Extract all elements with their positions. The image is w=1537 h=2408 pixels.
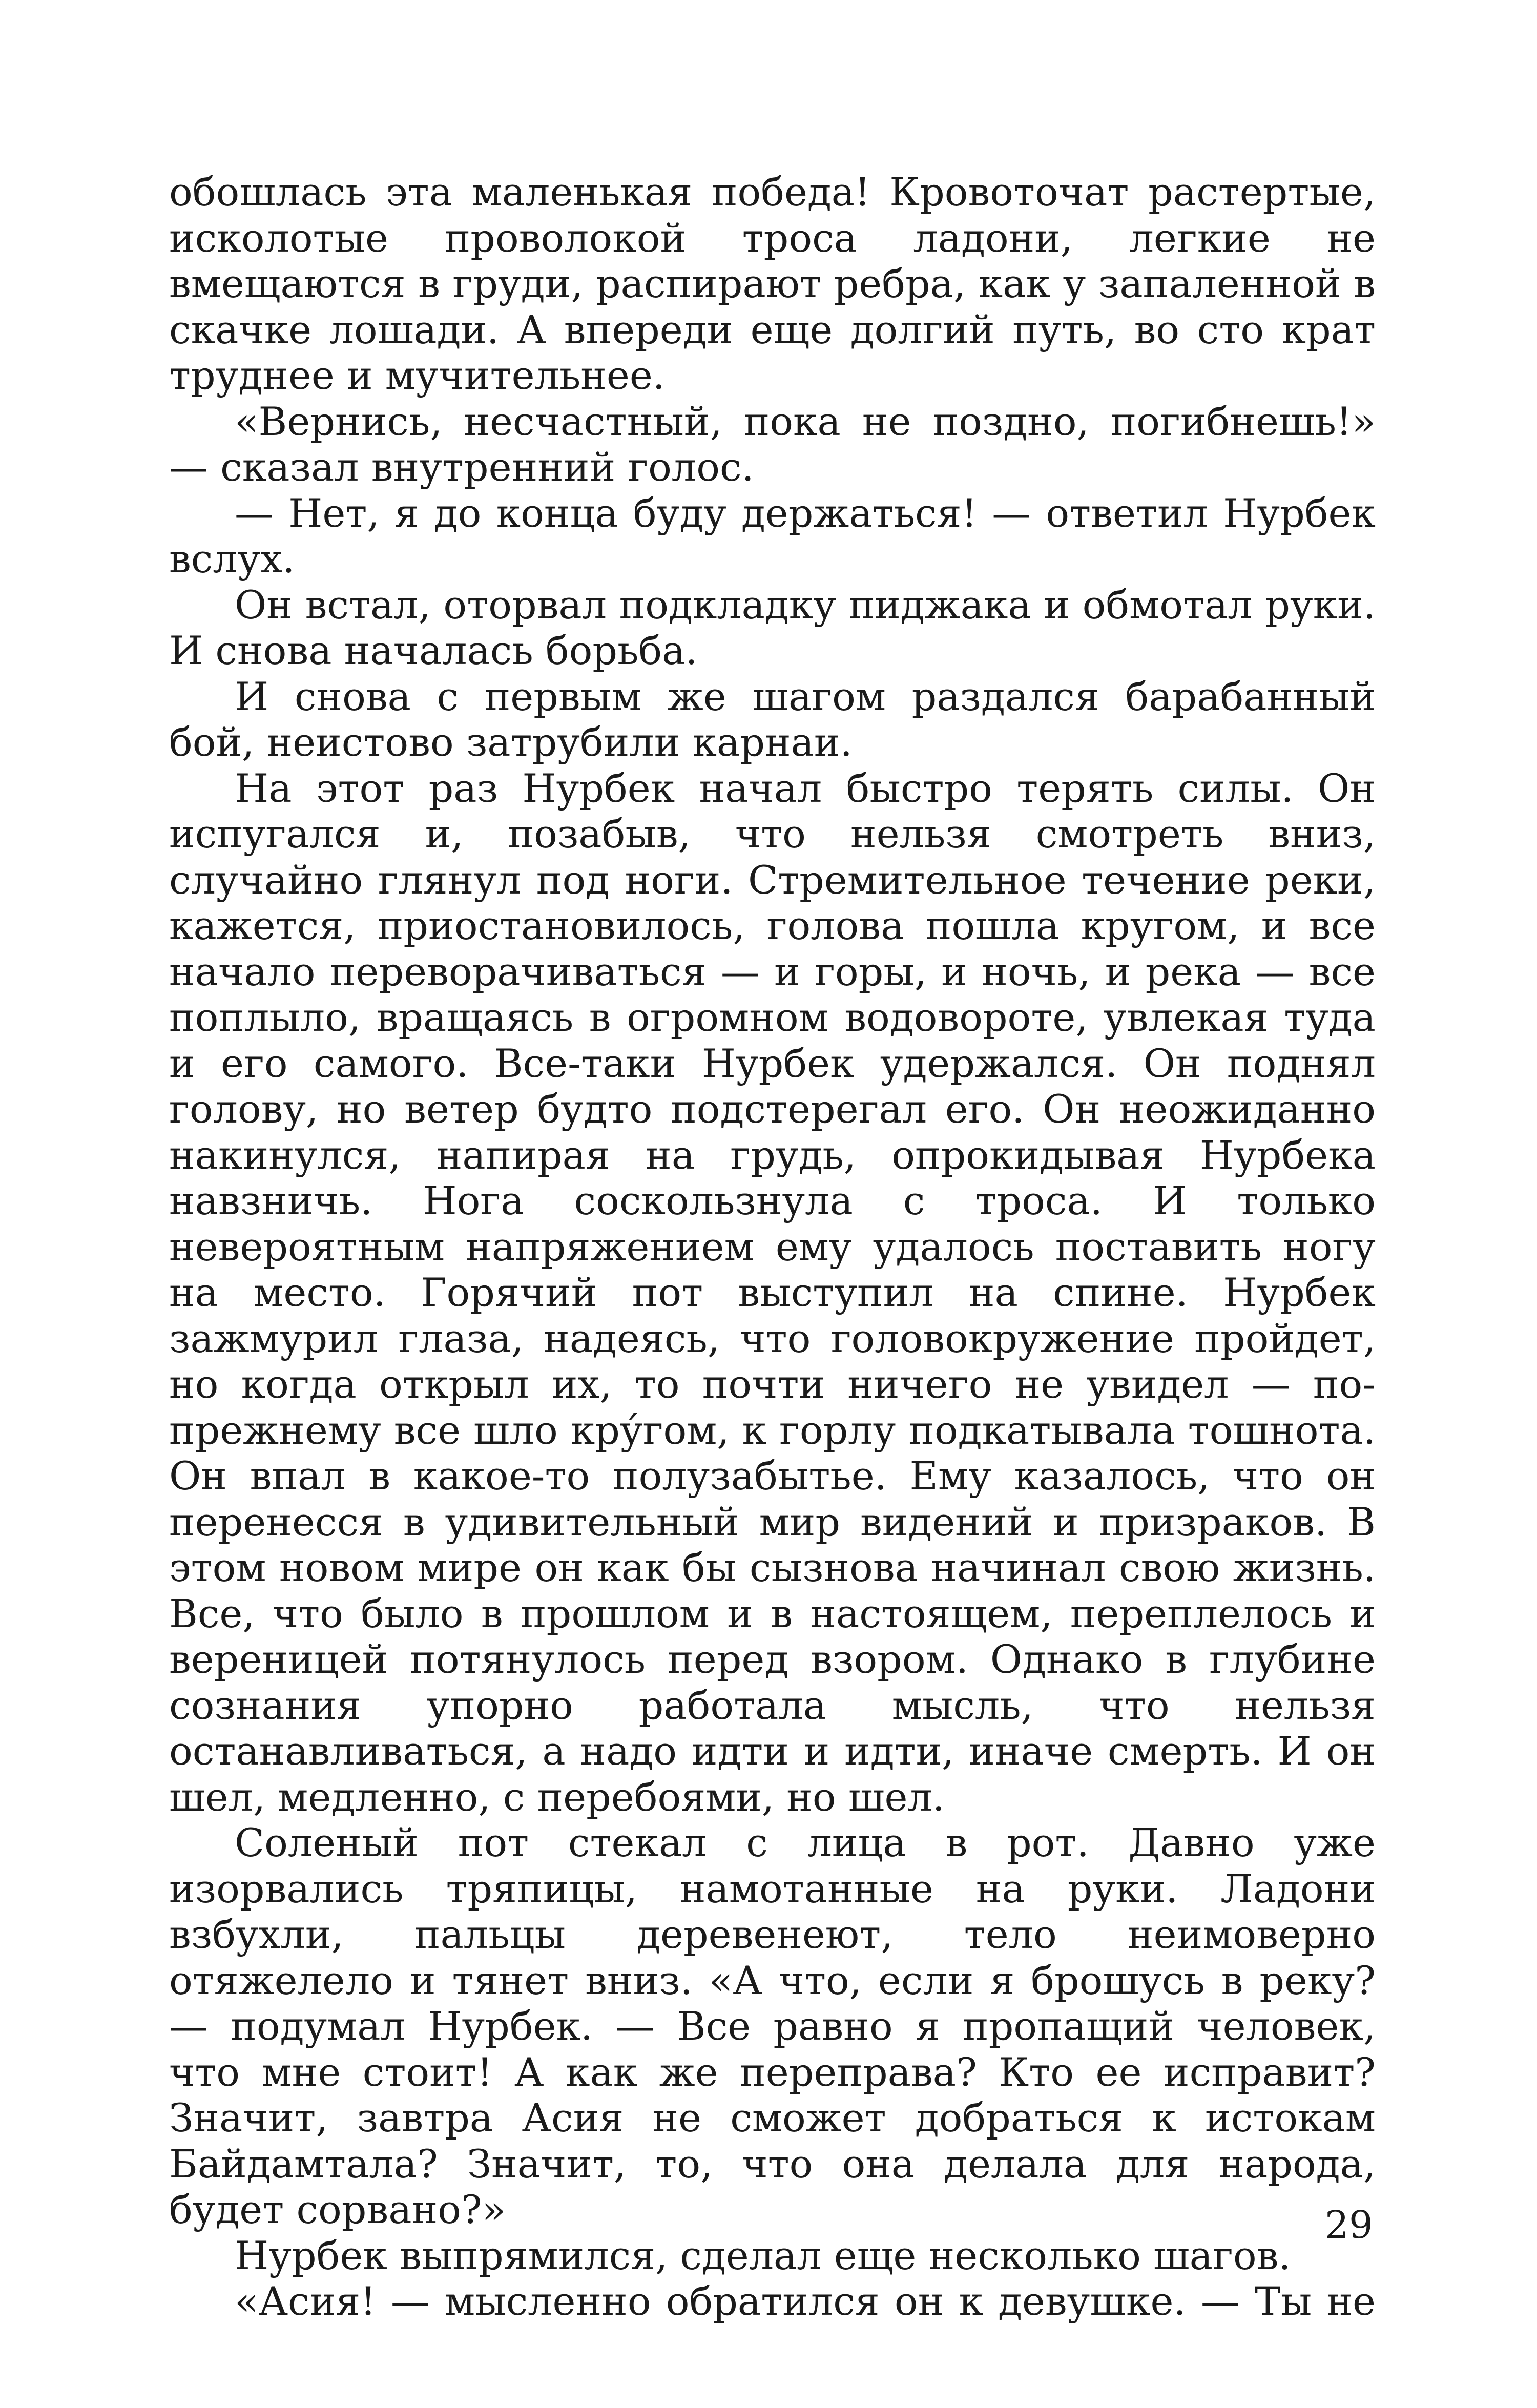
paragraph: — Нет, я до конца буду держаться! — ответил Нурбек вслух. <box>169 490 1376 582</box>
paragraph: Нурбек выпрямился, сделал еще несколько шагов. <box>235 2232 1291 2278</box>
page-number: 29 <box>1324 2203 1373 2247</box>
paragraph: И снова с первым же шагом раздался барабанный бой, неистово затрубили карнаи. <box>169 673 1376 765</box>
paragraph: Соленый пот стекал с лица в рот. Давно уже изорвались тряпицы, намотанные на руки. Ладони взбухли, пальцы деревенеют, тело неимоверно отяжелело и тянет вниз. «А что, если я брошусь в реку? — подумал Нурбек. — Все равно я пропащий человек, что мне стоит! А как же переправа? Кто ее исправит? Значит, завтра Асия не сможет добраться к истокам Байдамтала? Значит, то, что она делала для народа, будет сорвано?» <box>169 1820 1376 2232</box>
paragraph: «Асия! — мысленно обратился он к девушке. — Ты не <box>235 2278 1376 2324</box>
paragraph: «Вернись, несчастный, пока не поздно, погибнешь!» — сказал внутренний голос. <box>169 398 1376 490</box>
paragraph: обошлась эта маленькая победа! Кровоточат растертые, исколотые проволокой троса ладони, легкие не вмещаются в груди, распирают ребра, как у запаленной в скачке лошади. А впереди еще долгий путь, во сто крат труднее и мучительнее. <box>169 169 1376 398</box>
paragraph: На этот раз Нурбек начал быстро терять силы. Он испугался и, позабыв, что нельзя смотреть вниз, случайно глянул под ноги. Стремительное течение реки, кажется, приостановилось, голова пошла кругом, и все начало переворачиваться — и горы, и ночь, и река — все поплыло, вращаясь в огромном водовороте, увлекая туда и его самого. Все-таки Нурбек удержался. Он поднял голову, но ветер будто подстерегал его. Он неожиданно накинулся, напирая на грудь, опрокидывая Нурбека навзничь. Нога соскользнула с троса. И только невероятным напряжением ему удалось поставить ногу на место. Горячий пот выступил на спине. Нурбек зажмурил глаза, надеясь, что головокружение пройдет, но когда открыл их, то почти ничего не увидел — по-прежнему все шло кру́гом, к горлу подкатывала тошнота. Он впал в какое-то полузабытье. Ему казалось, что он перенесся в удивительный мир видений и призраков. В этом новом мире он как бы сызнова начинал свою жизнь. Все, что было в прошлом и в настоящем, переплелось и вереницей потянулось перед взором. Однако в глубине сознания упорно работала мысль, что нельзя останавливаться, а надо идти и идти, иначе смерть. И он шел, медленно, с перебоями, но шел. <box>169 765 1376 1820</box>
body-text <box>169 169 1376 2324</box>
paragraph: Он встал, оторвал подкладку пиджака и обмотал руки. И снова началась борьба. <box>169 582 1376 673</box>
